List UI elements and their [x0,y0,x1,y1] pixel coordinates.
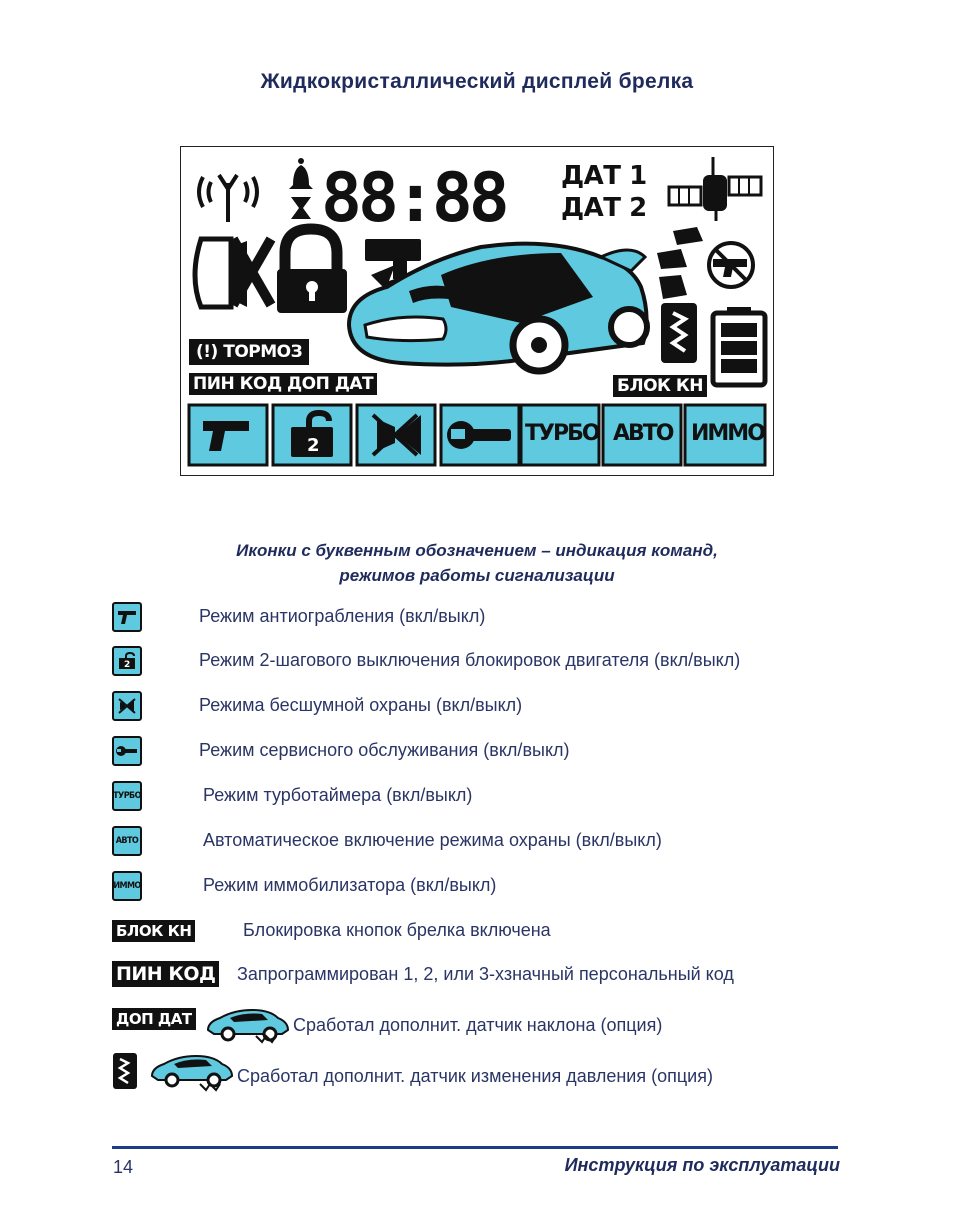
svg-text:2: 2 [124,660,130,670]
svg-text:2: 2 [307,435,320,456]
legend-row-keylock [0,916,954,956]
antenna-icon [199,175,257,222]
pressure-icon [112,1052,138,1090]
turbo-icon: ТУРБО [112,781,142,811]
bell-icon [289,158,313,189]
aux-sensor-label: ДОП ДАТ [283,373,377,395]
page-title: Жидкокристаллический дисплей брелка [260,70,694,93]
legend-text: Автоматическое включение режима охраны (вкл/выкл) [203,830,662,850]
brake-icon: (!) [196,342,224,362]
debris-icon [657,227,703,299]
legend-text: Режим турботаймера (вкл/выкл) [203,785,473,805]
legend-row-turbo [0,781,954,821]
gun-circle-icon [709,243,753,287]
sensor2-label: ДАТ 2 [561,193,647,223]
immo-text: ИММО [691,421,764,446]
footer-title: Инструкция по эксплуатации [564,1155,840,1175]
turbo-text: ТУРБО [525,421,599,446]
immo-icon: ИММО [112,871,142,901]
pistol-box [189,405,267,465]
satellite-icon [669,157,761,221]
silent-icon [112,691,142,721]
legend-row-service [0,736,954,776]
legend-text: Блокировка кнопок брелка включена [243,920,551,940]
car-icon [204,1006,292,1044]
legend-text: Запрограммирован 1, 2, или 3-хзначный персональный код [237,964,734,984]
legend-text: Режима бесшумной охраны (вкл/выкл) [199,695,523,715]
page-number: 14 [113,1157,134,1177]
aux-sensor-label: ДОП ДАТ [112,1008,196,1030]
legend-row-immo [0,871,954,911]
brake-label [189,339,309,365]
clock-digits [321,159,506,238]
legend-row-auto [0,826,954,866]
key-lock-label: БЛОК КН [613,375,707,397]
lcd-display [180,146,774,476]
brake-text: ТОРМОЗ [223,342,303,362]
lcd-graphics [181,147,773,475]
padlock-icon [277,229,347,313]
legend-row-silent [0,691,954,731]
legend-row-antirobbery [0,602,954,642]
auto-icon: АВТО [112,826,142,856]
legend-text: Режим иммобилизатора (вкл/выкл) [203,875,497,895]
legend-row-2step [0,646,954,686]
subtitle-line1: Иконки с буквенным обозначением – индикация команд, [236,541,718,560]
sensor1-label: ДАТ 1 [561,161,647,191]
legend-text: Сработал дополнит. датчик наклона (опция) [293,1015,663,1035]
legend-text: Сработал дополнит. датчик изменения давления (опция) [237,1066,713,1086]
clock-text: 88:88 [321,159,506,238]
pin-code-label: ПИН КОД [189,373,286,395]
key-lock-label: БЛОК КН [112,920,195,942]
pressure-icon [661,303,697,363]
legend-row-tilt [0,1006,954,1046]
subtitle-line2: режимов работы сигнализации [339,566,615,585]
wrench-icon [112,736,142,766]
horn-icon [195,239,271,307]
legend-row-pressure [0,1052,954,1092]
legend-row-pincode [0,959,954,999]
mode-icons-row [189,405,765,465]
footer-divider [112,1146,838,1149]
lock-2-icon [112,646,142,676]
car-icon [148,1052,236,1092]
legend-subtitle [0,538,954,588]
pistol-icon [112,602,142,632]
hourglass-icon [291,197,311,219]
legend-text: Режим антиограбления (вкл/выкл) [199,606,486,626]
legend-text: Режим 2-шагового выключения блокировок двигателя (вкл/выкл) [199,650,741,670]
legend-text: Режим сервисного обслуживания (вкл/выкл) [199,740,570,760]
auto-text: АВТО [613,421,673,446]
pin-code-label: ПИН КОД [112,961,219,987]
battery-icon [713,307,765,385]
